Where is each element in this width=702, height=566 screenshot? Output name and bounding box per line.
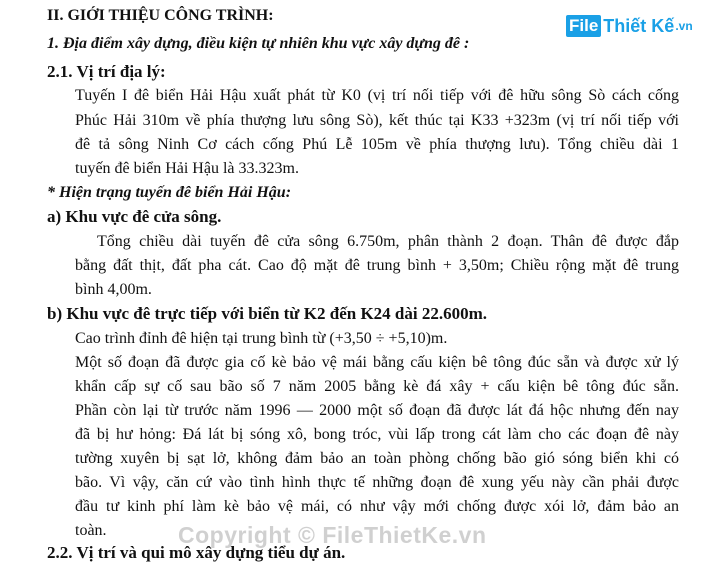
paragraph-line: Phúc Hải 310m về phía thượng lưu sông Sò), kết thúc tại K33 +323m (vị trí nối tiếp với: [75, 112, 679, 129]
heading-2-1-location: 2.1. Vị trí địa lý:: [47, 62, 166, 81]
paragraph-line: Tổng chiều dài tuyến đê cửa sông 6.750m, phân thành 2 đoạn. Thân đê được đắp: [97, 233, 679, 250]
paragraph-line: Tuyến I đê biển Hải Hậu xuất phát từ K0 (vị trí nối tiếp với đê hữu sông Sò cách cống: [75, 87, 679, 104]
logo-box-text: File: [566, 15, 601, 37]
paragraph-line: tuyến đê biển Hải Hậu là 33.323m.: [75, 160, 299, 177]
paragraph-line: bằng đất thịt, đất pha cát. Cao độ mặt đê trung bình + 3,50m; Chiều rộng mặt đê trung: [75, 257, 679, 274]
paragraph-line: tường xuyên bị sạt lở, không đảm bảo an toàn phòng chống bão gió sóng biển khi có: [75, 450, 679, 467]
paragraph-line: Một số đoạn đã được gia cố kè bảo vệ mái bằng cấu kiện bê tông đúc sẵn và được xử lý: [75, 354, 679, 371]
paragraph-line: khẩn cấp sự cố sau bão số 7 năm 2005 bằng kè đá xây + cấu kiện bê tông đúc sẵn.: [75, 378, 679, 395]
subheading-current-status: * Hiện trạng tuyến đê biển Hải Hậu:: [47, 184, 292, 201]
heading-b-sea-dike: b) Khu vực đê trực tiếp với biển từ K2 đến K24 dài 22.600m.: [47, 304, 487, 323]
paragraph-line: bình 4,00m.: [75, 281, 152, 298]
paragraph-line: Cao trình đỉnh đê hiện tại trung bình từ (+3,50 ÷ +5,10)m.: [75, 330, 448, 347]
heading-a-estuary-dike: a) Khu vực đê cửa sông.: [47, 207, 222, 226]
copyright-watermark: Copyright © FileThietKe.vn: [178, 522, 487, 548]
paragraph-line: đê tả sông Ninh Cơ cách cống Phú Lễ 105m về phía thượng lưu). Tổng chiều dài 1: [75, 136, 679, 153]
paragraph-line: toàn.: [75, 522, 107, 539]
section-heading-ii: II. GIỚI THIỆU CÔNG TRÌNH:: [47, 7, 274, 24]
paragraph-line: bão. Vì vậy, căn cứ vào tình hình thực tế những đoạn đê xung yếu này cần phải được: [75, 474, 679, 491]
heading-2-2-scale: 2.2. Vị trí và qui mô xây dựng tiểu dự án.: [47, 543, 346, 562]
logo-brand-text: Thiết Kế: [603, 15, 675, 36]
paragraph-line: đầu tư kinh phí làm kè bảo vệ mái, có như vậy mới chống được xói lở, đảm bảo an: [75, 498, 679, 515]
paragraph-line: đã bị hư hỏng: Đá lát bị sóng xô, bong tróc, vùi lấp trong cát làm cho các đoạn đê này: [75, 426, 679, 443]
paragraph-line: Phần còn lại từ trước năm 1996 — 2000 một số đoạn đã được lát đá hộc nhưng đến nay: [75, 402, 679, 419]
filethietke-logo: [566, 12, 693, 40]
subheading-location-conditions: 1. Địa điểm xây dựng, điều kiện tự nhiên khu vực xây dựng đê :: [47, 35, 470, 52]
logo-domain-text: .vn: [675, 19, 693, 33]
